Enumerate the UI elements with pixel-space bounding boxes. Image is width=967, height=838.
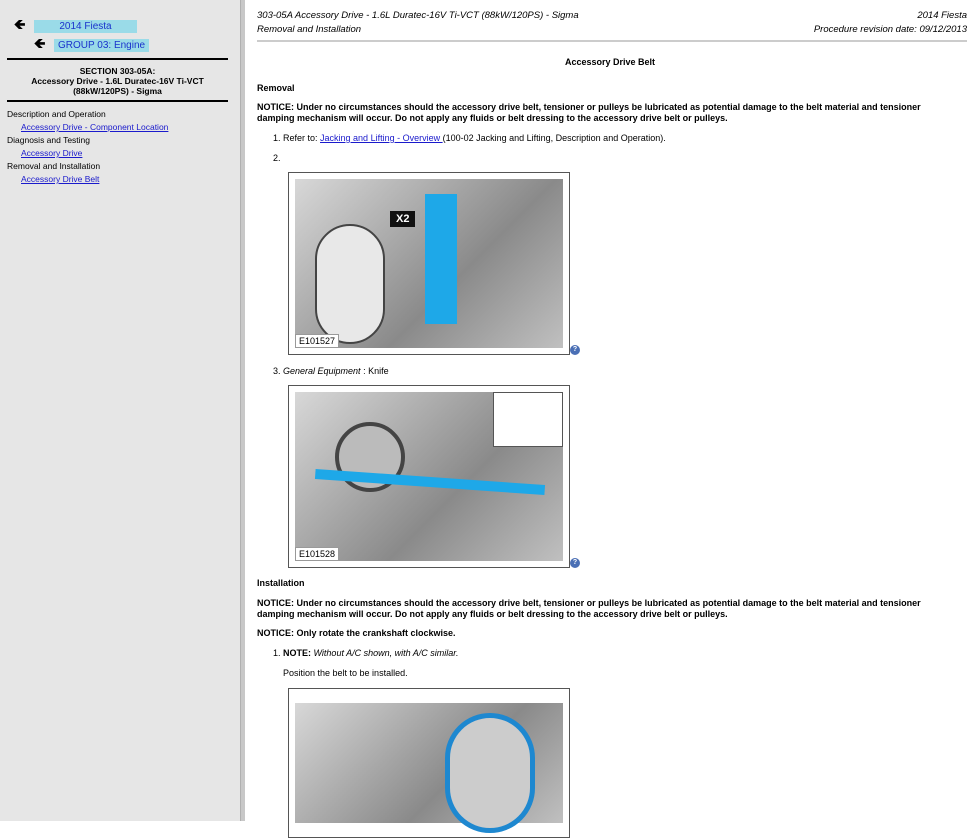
pulley-shape <box>315 224 385 344</box>
belt-highlight <box>425 194 457 324</box>
step-text: 1. Refer to: <box>273 133 321 143</box>
divider <box>7 58 228 60</box>
knife-inset <box>493 392 563 447</box>
install-step-text: Position the belt to be installed. <box>283 668 408 678</box>
revision-date: Procedure revision date: 09/12/2013 <box>813 24 967 35</box>
table-of-contents <box>7 108 168 186</box>
nav-vehicle[interactable]: 🡸 2014 Fiesta <box>14 14 137 38</box>
install-step-1 <box>273 648 458 658</box>
jacking-lifting-link[interactable]: Jacking and Lifting - Overview <box>320 133 443 143</box>
figure-label: E101528 <box>295 547 339 561</box>
step-text: 3. <box>273 366 284 376</box>
figure-label: E101527 <box>295 334 339 348</box>
section-name: Accessory Drive - 1.6L Duratec-16V Ti-VCT <box>31 76 204 86</box>
divider <box>7 100 228 102</box>
toc-link[interactable]: Accessory Drive - Component Location <box>21 122 169 132</box>
toc-heading: Description and Operation <box>7 109 106 119</box>
alternator-illustration <box>295 703 563 823</box>
back-arrow-icon[interactable]: 🡸 <box>34 35 46 51</box>
step-3 <box>273 366 389 376</box>
sidebar-scrollbar[interactable] <box>240 0 245 821</box>
figure-installation[interactable] <box>288 688 570 838</box>
back-arrow-icon[interactable]: 🡸 <box>14 16 26 32</box>
step-text: (100-02 Jacking and Lifting, Description and Operation). <box>442 133 666 143</box>
doc-header <box>257 9 967 37</box>
belt-highlight <box>445 713 535 833</box>
header-vehicle: 2014 Fiesta <box>917 10 967 21</box>
callout-x2: X2 <box>390 211 415 227</box>
engine-illustration <box>295 179 563 348</box>
help-icon[interactable]: ? <box>570 558 580 568</box>
note-text: Without A/C shown, with A/C similar. <box>311 648 459 658</box>
header-title: 303-05A Accessory Drive - 1.6L Duratec-16V Ti-VCT (88kW/120PS) - Sigma <box>257 10 579 21</box>
removal-notice: NOTICE: Under no circumstances should the accessory drive belt, tensioner or pulleys be lubricated as potential damage to the belt material and tensioner damping mechanism will occur. Do not apply any fluids or belt dressing to the accessory drive belt or pulleys. <box>257 102 921 123</box>
toc-heading: Diagnosis and Testing <box>7 135 91 145</box>
figure-e101528[interactable] <box>288 385 570 568</box>
installation-heading: Installation <box>257 578 305 588</box>
note-label: NOTE: <box>283 648 312 658</box>
belt-cut-illustration <box>295 392 563 561</box>
toc-link[interactable]: Accessory Drive <box>21 148 83 158</box>
step-1 <box>273 133 666 143</box>
step-text: 1. <box>273 648 284 658</box>
installation-notice: NOTICE: Under no circumstances should the accessory drive belt, tensioner or pulleys be lubricated as potential damage to the belt material and tensioner damping mechanism will occur. Do not apply any fluids or belt dressing to the accessory drive belt or pulleys. <box>257 598 921 619</box>
section-spec: (88kW/120PS) - Sigma <box>73 86 162 96</box>
equipment-label: General Equipment <box>283 366 361 376</box>
header-subtitle: Removal and Installation <box>257 24 362 35</box>
sidebar <box>0 0 240 821</box>
step-text: : Knife <box>360 366 389 376</box>
figure-e101527[interactable] <box>288 172 570 355</box>
crankshaft-notice: NOTICE: Only rotate the crankshaft clockwise. <box>257 628 456 638</box>
toc-heading: Removal and Installation <box>7 161 101 171</box>
help-icon[interactable]: ? <box>570 345 580 355</box>
section-number: SECTION 303-05A: <box>79 66 156 76</box>
header-divider <box>257 40 967 42</box>
nav-group[interactable]: 🡸 GROUP 03: Engine <box>34 33 149 57</box>
page-title: Accessory Drive Belt <box>564 57 656 67</box>
section-title <box>7 66 228 96</box>
toc-link[interactable]: Accessory Drive Belt <box>21 174 100 184</box>
removal-heading: Removal <box>257 83 295 93</box>
step-2: 2. <box>273 153 281 163</box>
